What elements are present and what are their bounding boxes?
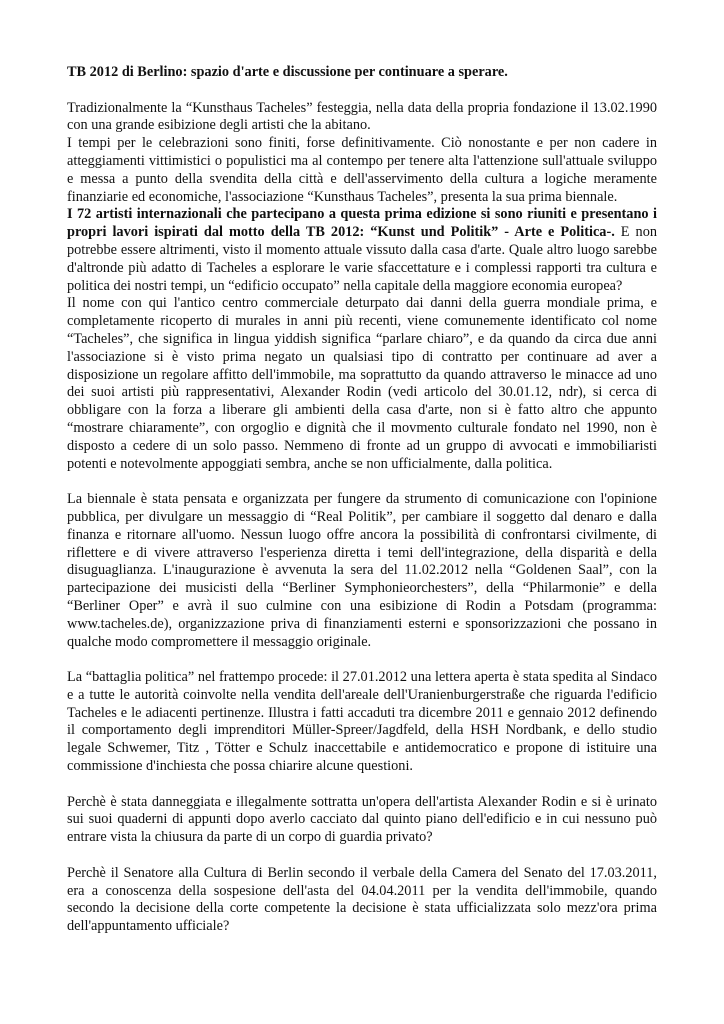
- paragraph-artists-rest: E non potrebbe essere altrimenti, visto il momento attuale vissuto dalla casa d'arte. Quale altro luogo sarebbe d'altronde più adatto di Tacheles a esplorare le varie sfaccettature e i complessi rapporti tra cultura e politica dei nostri tempi, un “edificio occupato” nella capitale della maggiore economia europea?: [67, 224, 657, 294]
- paragraph-artists-bold: I 72 artisti internazionali che partecipano a questa prima edizione si sono riuniti e presentano i propri lavori ispirati dal motto della TB 2012: “Kunst und Politik” - Arte e Politica-.: [67, 206, 657, 241]
- paragraph-political-battle: La “battaglia politica” nel frattempo procede: il 27.01.2012 una lettera aperta è stata spedita al Sindaco e a tutte le autorità coinvolte nella vendita dell'areale dell'Uranienburgerstraße che riguarda l'edificio Tacheles e le adiacenti pertinenze. Illustra i fatti accaduti tra dicembre 2011 e gennaio 2012 definendo il comportamento degli imprenditori Müller-Spreer/Jagdfeld, della HSH Nordbank, e dello studio legale Schwemer, Titz , Tötter e Schulz inaccettabile e antidemocratico e propone di istituire una commissione d'inchiesta che possa chiarire alcune questioni.: [67, 669, 657, 775]
- paragraph-celebrations: I tempi per le celebrazioni sono finiti, forse definitivamente. Ciò nonostante e per non cadere in atteggiamenti vittimistici o populistici ma al contempo per tenere alta l'attenzione sull'attuale sviluppo e messa a punto della svendita della città e dell'asservimento della cultura a logiche meramente finanziarie ed economiche, l'associazione “Kunsthaus Tacheles”, presenta la sua prima biennale.: [67, 135, 657, 205]
- document-page: [67, 64, 657, 936]
- paragraph-biennale: La biennale è stata pensata e organizzata per fungere da strumento di comunicazione con l'opinione pubblica, per divulgare un messaggio di “Real Politik”, per cambiare il soggetto dal denaro e dalla finanza e ritornare all'uomo. Nessun luogo offre ancora la possibilità di confrontarsi civilmente, di riflettere e di vivere attraverso l'esperienza diretta i temi dell'integrazione, della disparità e della disuguaglianza. L'inaugurazione è avvenuta la sera del 11.02.2012 nella “Goldenen Saal”, con la partecipazione dei musicisti della “Berliner Symphonieorchesters”, della “Philarmonie” e della “Berliner Oper” e avrà il suo culmine con una esibizione di Rodin a Potsdam (programma: www.tacheles.de), organizzazione priva di finanziamenti esterni e sponsorizzazioni che possano in qualche modo compromettere il messaggio originale.: [67, 491, 657, 650]
- paragraph-intro: Tradizionalmente la “Kunsthaus Tacheles” festeggia, nella data della propria fondazione il 13.02.1990 con una grande esibizione degli artisti che la abitano.: [67, 99, 657, 134]
- paragraph-question-rodin: Perchè è stata danneggiata e illegalmente sottratta un'opera dell'artista Alexander Rodin e si è urinato sui suoi quaderni di appunti dopo averlo cacciato dal quinto piano dell'edificio e in cui nessuno può entrare vista la chiusura da parte di un corpo di guardia privato?: [67, 793, 657, 846]
- document-title: TB 2012 di Berlino: spazio d'arte e discussione per continuare a sperare.: [67, 64, 508, 80]
- paragraph-artists: [67, 206, 657, 295]
- paragraph-question-senator: Perchè il Senatore alla Cultura di Berlin secondo il verbale della Camera del Senato del 17.03.2011, era a conoscenza della sospesione dell'asta del 04.04.2011 per la vendita dell'immobile, quando secondo la decisione della corte competente la decisione è stata ufficializzata solo mezz'ora prima dell'appuntamento ufficiale?: [67, 864, 657, 935]
- paragraph-name-history: Il nome con qui l'antico centro commerciale deturpato dai danni della guerra mondiale prima, e completamente ricoperto di murales in anni più recenti, viene comunemente identificato col nome “Tacheles”, che significa in lingua yiddish significa “parlare chiaro”, e da quando da circa due anni l'associazione si è visto prima negato un qualsiasi tipo di contratto per continuare ad aver a disposizione un regolare affitto dell'immobile, ma soprattutto da quando attraverso le minacce ad uno dei suoi artisti più rappresentativi, Alexander Rodin (vedi articolo del 30.01.12, ndr), si cerca di obbligare con la forza a liberare gli ambienti della casa d'arte, non si è fatto altro che appunto “mostrare chiaramente”, con orgoglio e dignità che il movmento culturale fondato nel 1990, non è disposto a cedere di un solo passo. Nemmeno di fronte ad un gruppo di avvocati e immobiliaristi potenti e notevolmente appoggiati sembra, anche se non ufficialmente, dalla politica.: [67, 295, 657, 472]
